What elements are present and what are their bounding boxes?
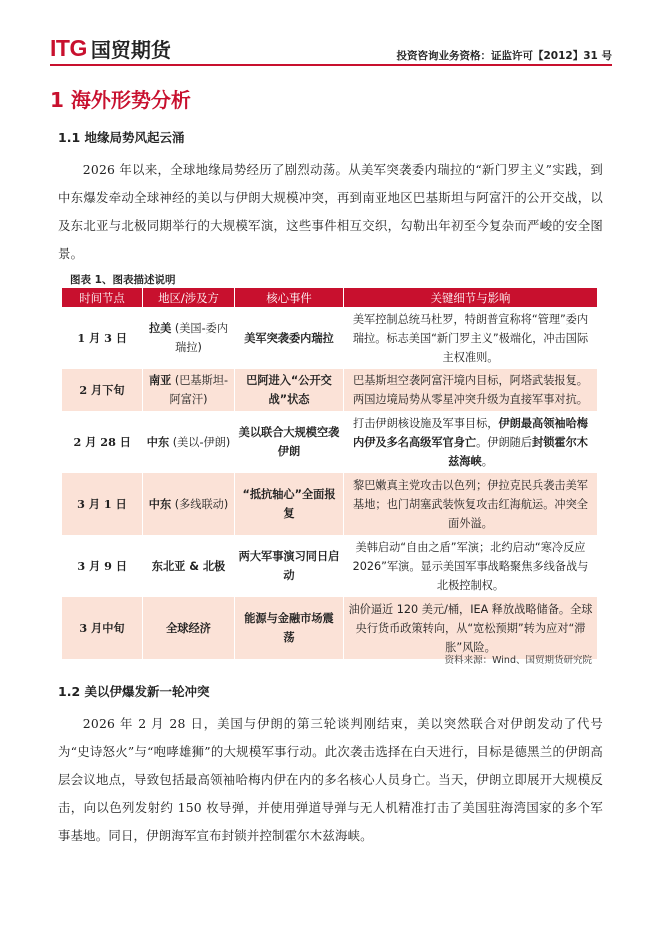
cell-event: “抵抗轴心”全面报复 bbox=[235, 473, 344, 535]
itg-logo bbox=[50, 34, 171, 62]
header-region: 地区/涉及方 bbox=[143, 288, 235, 307]
cell-region bbox=[143, 369, 235, 411]
region-name: 东北亚 & 北极 bbox=[151, 559, 226, 573]
header-event: 核心事件 bbox=[235, 288, 344, 307]
region-parties: (美以-伊朗) bbox=[169, 435, 231, 449]
region-parties: (美国-委内瑞拉) bbox=[171, 322, 229, 354]
section-1-2-title: 1.2 美以伊爆发新一轮冲突 bbox=[58, 684, 210, 699]
cell-time: 2 月 28 日 bbox=[62, 411, 143, 473]
region-name: 拉美 bbox=[148, 322, 172, 335]
region-name: 全球经济 bbox=[166, 621, 211, 635]
region-parties: (多线联动) bbox=[171, 497, 229, 511]
table-header-row bbox=[62, 288, 598, 307]
cell-time: 1 月 3 日 bbox=[62, 307, 143, 369]
header-divider bbox=[50, 64, 612, 66]
table-row bbox=[62, 369, 598, 411]
detail-segment: 。 bbox=[481, 454, 493, 468]
logo-cn-text: 国贸期货 bbox=[90, 37, 171, 62]
detail-segment: 巴基斯坦空袭阿富汗境内目标，阿塔武装报复。两国边境局势从零星冲突升级为直接军事对抗。 bbox=[353, 374, 588, 406]
table-row bbox=[62, 307, 598, 369]
table-row bbox=[62, 597, 598, 659]
table-row bbox=[62, 473, 598, 535]
cell-region bbox=[143, 597, 235, 659]
cell-time: 3 月中旬 bbox=[62, 597, 143, 659]
cell-region bbox=[143, 411, 235, 473]
section-1-title: 1 海外形势分析 bbox=[50, 88, 191, 112]
detail-segment: 封锁霍尔木兹海峡 bbox=[448, 435, 588, 468]
cell-time: 3 月 1 日 bbox=[62, 473, 143, 535]
cell-region bbox=[143, 473, 235, 535]
table-source: 资料来源：Wind、国贸期货研究院 bbox=[444, 655, 592, 666]
header-detail: 关键细节与影响 bbox=[344, 288, 598, 307]
region-name: 中东 bbox=[148, 497, 172, 511]
cell-event: 两大军事演习同日启动 bbox=[235, 535, 344, 597]
section-1-2-paragraph: 2026 年 2 月 28 日，美国与伊朗的第三轮谈判刚结束，美以突然联合对伊朗发动了代号为“史诗怒火”与“咆哮雄狮”的大规模军事行动。此次袭击选择在白天进行，目标是德黑兰的伊朗高层会议地点，导致包括最高领袖哈梅内伊在内的多名核心人员身亡。当天，伊朗立即展开大规模反击，向以色列发射约 150 枚导弹，并使用弹道导弹与无人机精准打击了美国驻海湾国家的多个军事基地。同日，伊朗海军宣布封锁并控制霍尔木兹海峡。 bbox=[58, 716, 603, 843]
table-row bbox=[62, 411, 598, 473]
cell-detail bbox=[344, 535, 598, 597]
cell-detail bbox=[344, 369, 598, 411]
detail-segment: 伊朗最高领袖哈梅内伊及多名高级军官身亡 bbox=[353, 416, 588, 449]
detail-segment: 黎巴嫩真主党攻击以色列；伊拉克民兵袭击美军基地；也门胡塞武装恢复攻击红海航运。冲突全面外溢。 bbox=[353, 478, 588, 530]
figure-caption: 图表 1、图表描述说明 bbox=[70, 274, 176, 286]
detail-segment: 油价逼近 120 美元/桶，IEA 释放战略储备。全球央行货币政策转向，从“宽松预期”转为应对“滞胀”风险。 bbox=[348, 602, 593, 654]
cell-event: 美军突袭委内瑞拉 bbox=[235, 307, 344, 369]
detail-segment: 美韩启动“自由之盾”军演；北约启动“寒冷反应 2026”军演。显示美国军事战略聚焦多线备战与北极控制权。 bbox=[352, 540, 589, 592]
logo-itg-text: ITG bbox=[50, 34, 87, 61]
cell-event: 能源与金融市场震荡 bbox=[235, 597, 344, 659]
cell-time: 2 月下旬 bbox=[62, 369, 143, 411]
detail-segment: 美军控制总统马杜罗，特朗普宣称将“管理”委内瑞拉。标志美国“新门罗主义”极端化，冲击国际主权准则。 bbox=[352, 312, 589, 364]
license-text: 投资咨询业务资格：证监许可【2012】31 号 bbox=[396, 50, 612, 62]
region-name: 南亚 bbox=[148, 374, 172, 387]
cell-time: 3 月 9 日 bbox=[62, 535, 143, 597]
cell-region bbox=[143, 307, 235, 369]
cell-event: 美以联合大规模空袭伊朗 bbox=[235, 411, 344, 473]
cell-detail bbox=[344, 307, 598, 369]
table-row bbox=[62, 535, 598, 597]
detail-segment: 打击伊朗核设施及军事目标， bbox=[353, 416, 499, 430]
events-table bbox=[62, 288, 598, 659]
section-1-1-paragraph: 2026 年以来，全球地缘局势经历了剧烈动荡。从美军突袭委内瑞拉的“新门罗主义”实践，到中东爆发牵动全球神经的美以与伊朗大规模冲突，再到南亚地区巴基斯坦与阿富汗的公开交战，以及东北亚与北极同期举行的大规模军演，这些事件相互交织，勾勒出年初至今复杂而严峻的安全图景。 bbox=[58, 162, 603, 261]
page-header bbox=[0, 0, 662, 70]
section-1-1-title: 1.1 地缘局势风起云涌 bbox=[58, 130, 185, 145]
cell-detail bbox=[344, 597, 598, 659]
cell-detail bbox=[344, 411, 598, 473]
header-time: 时间节点 bbox=[62, 288, 143, 307]
cell-event: 巴阿进入“公开交战”状态 bbox=[235, 369, 344, 411]
cell-region bbox=[143, 535, 235, 597]
region-name: 中东 bbox=[146, 435, 170, 449]
region-parties: (巴基斯坦-阿富汗) bbox=[169, 374, 229, 406]
cell-detail bbox=[344, 473, 598, 535]
detail-segment: 。伊朗随后 bbox=[476, 435, 533, 449]
